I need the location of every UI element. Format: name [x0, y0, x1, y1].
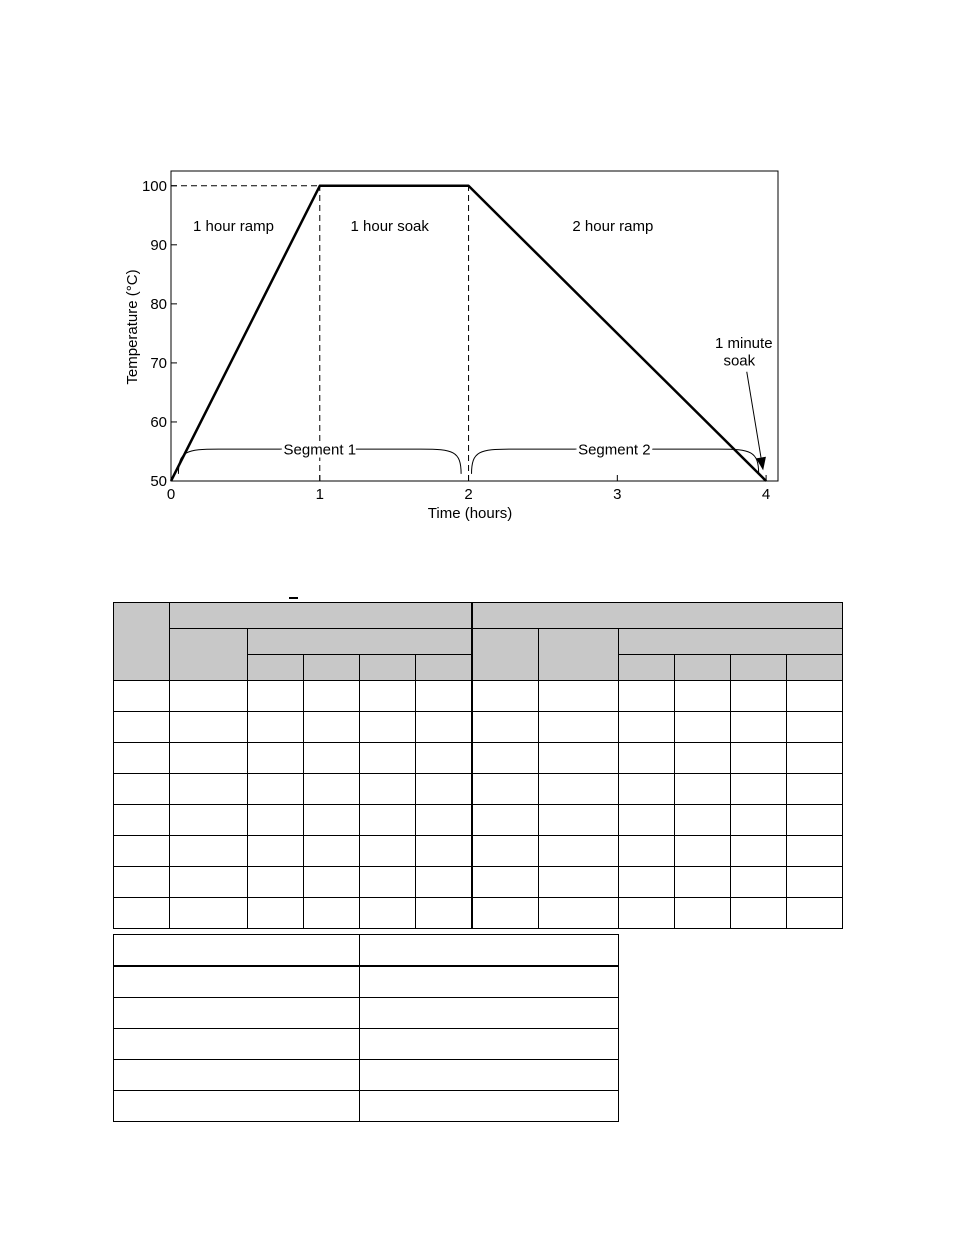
table-row — [114, 1029, 619, 1060]
temperature-profile-chart — [100, 150, 800, 540]
summary-table — [113, 934, 619, 1122]
table-cell — [248, 774, 304, 805]
table-cell — [114, 935, 360, 967]
table-row — [114, 1091, 619, 1122]
table-row — [114, 774, 843, 805]
table-cell — [114, 898, 170, 929]
table-header-cell — [675, 655, 731, 681]
table-cell — [114, 1091, 360, 1122]
table-cell — [360, 743, 416, 774]
table-cell — [304, 712, 360, 743]
table-row — [114, 805, 843, 836]
table-cell — [304, 805, 360, 836]
table-cell — [416, 681, 472, 712]
table-cell — [304, 867, 360, 898]
table-cell — [472, 774, 539, 805]
table-cell — [675, 774, 731, 805]
table-cell — [675, 867, 731, 898]
table-cell — [114, 681, 170, 712]
table-cell — [170, 867, 248, 898]
annotation-label: 1 hour soak — [350, 218, 429, 236]
table-cell — [787, 867, 843, 898]
table-cell — [304, 774, 360, 805]
table-cell — [472, 681, 539, 712]
table-cell — [675, 712, 731, 743]
y-tick-label: 50 — [150, 473, 167, 490]
table-cell — [170, 898, 248, 929]
table-cell — [472, 712, 539, 743]
table-header-cell — [248, 655, 304, 681]
y-tick-label: 60 — [150, 413, 167, 431]
table-cell — [114, 774, 170, 805]
table-cell — [731, 836, 787, 867]
table-cell — [360, 998, 619, 1029]
schedule-table-body — [114, 681, 843, 929]
table-cell — [787, 774, 843, 805]
table-cell — [472, 743, 539, 774]
chart-annotations — [193, 218, 773, 458]
table-cell — [675, 681, 731, 712]
table-cell — [248, 867, 304, 898]
stray-mark — [289, 597, 298, 599]
table-cell — [619, 836, 675, 867]
table-cell — [360, 774, 416, 805]
x-tick-label: 0 — [166, 486, 176, 503]
table-cell — [248, 836, 304, 867]
annotation-label: 1 minute — [715, 335, 773, 353]
table-header-cell — [416, 655, 472, 681]
table-cell — [731, 743, 787, 774]
table-cell — [675, 836, 731, 867]
table-row — [114, 743, 843, 774]
table-cell — [619, 774, 675, 805]
annotation-label: soak — [723, 352, 756, 370]
schedule-table — [113, 602, 843, 929]
table-row — [114, 966, 619, 998]
soak-arrow-line — [747, 372, 761, 458]
table-header-cell — [619, 629, 843, 655]
table-cell — [675, 805, 731, 836]
table-cell — [619, 867, 675, 898]
table-cell — [416, 867, 472, 898]
table-cell — [619, 681, 675, 712]
table-cell — [539, 836, 619, 867]
table-cell — [472, 836, 539, 867]
table-header-cell — [114, 603, 170, 681]
table-cell — [114, 1060, 360, 1091]
table-header-cell — [170, 629, 248, 681]
table-cell — [416, 743, 472, 774]
table-cell — [360, 1029, 619, 1060]
table-cell — [539, 774, 619, 805]
table-cell — [416, 898, 472, 929]
table-cell — [787, 712, 843, 743]
table-cell — [787, 898, 843, 929]
table-cell — [114, 712, 170, 743]
table-cell — [539, 805, 619, 836]
table-cell — [170, 774, 248, 805]
y-axis-ticks — [142, 178, 177, 490]
table-cell — [360, 805, 416, 836]
table-cell — [360, 1091, 619, 1122]
x-tick-label: 2 — [464, 486, 473, 503]
table-cell — [619, 712, 675, 743]
table-cell — [787, 836, 843, 867]
table-header-cell — [731, 655, 787, 681]
table-cell — [539, 681, 619, 712]
table-cell — [170, 805, 248, 836]
table-row — [114, 836, 843, 867]
table-header-cell — [787, 655, 843, 681]
table-row — [114, 898, 843, 929]
table-cell — [360, 966, 619, 998]
y-tick-label: 90 — [150, 236, 167, 254]
table-cell — [472, 867, 539, 898]
table-row — [114, 1060, 619, 1091]
annotation-label: 1 hour ramp — [193, 218, 274, 236]
table-cell — [304, 743, 360, 774]
table-cell — [304, 898, 360, 929]
table-cell — [731, 774, 787, 805]
table-cell — [170, 681, 248, 712]
annotation-label: 2 hour ramp — [572, 218, 654, 236]
table-row — [114, 998, 619, 1029]
table-cell — [675, 898, 731, 929]
table-cell — [248, 712, 304, 743]
table-header-cell — [619, 655, 675, 681]
table-cell — [619, 805, 675, 836]
table-cell — [360, 1060, 619, 1091]
table-cell — [114, 805, 170, 836]
table-cell — [731, 898, 787, 929]
x-axis-title: Time (hours) — [427, 505, 513, 522]
table-row — [114, 935, 619, 967]
table-cell — [675, 743, 731, 774]
table-cell — [360, 867, 416, 898]
table-cell — [731, 712, 787, 743]
table-cell — [248, 681, 304, 712]
table-cell — [360, 836, 416, 867]
table-cell — [114, 867, 170, 898]
table-cell — [114, 966, 360, 998]
table-header-cell — [248, 629, 472, 655]
table-cell — [787, 805, 843, 836]
table-cell — [539, 743, 619, 774]
table-cell — [360, 898, 416, 929]
table-cell — [619, 898, 675, 929]
table-header-cell — [539, 629, 619, 681]
table-cell — [416, 712, 472, 743]
x-tick-label: 4 — [761, 486, 771, 503]
table-cell — [539, 898, 619, 929]
table-cell — [360, 935, 619, 967]
table-header-cell — [472, 629, 539, 681]
y-axis-title: Temperature (°C) — [124, 269, 141, 385]
table-header-cell — [170, 603, 472, 629]
table-cell — [248, 743, 304, 774]
x-tick-label: 3 — [613, 486, 622, 503]
table-cell — [170, 836, 248, 867]
table-cell — [114, 1029, 360, 1060]
table-cell — [114, 998, 360, 1029]
y-tick-label: 80 — [150, 295, 167, 313]
table-cell — [539, 712, 619, 743]
table-cell — [731, 867, 787, 898]
table-cell — [787, 743, 843, 774]
x-tick-label: 1 — [315, 486, 324, 503]
table-cell — [114, 836, 170, 867]
table-cell — [304, 681, 360, 712]
table-cell — [472, 805, 539, 836]
table-header-cell — [360, 655, 416, 681]
annotation-label: Segment 2 — [578, 441, 651, 459]
table-cell — [248, 805, 304, 836]
annotation-label: Segment 1 — [283, 441, 357, 459]
table-cell — [360, 712, 416, 743]
table-cell — [416, 774, 472, 805]
table-cell — [360, 681, 416, 712]
table-cell — [619, 743, 675, 774]
table-cell — [114, 743, 170, 774]
table-row — [114, 681, 843, 712]
table-cell — [170, 712, 248, 743]
table-row — [114, 712, 843, 743]
table-cell — [731, 681, 787, 712]
table-row — [114, 867, 843, 898]
table-cell — [170, 743, 248, 774]
table-cell — [248, 898, 304, 929]
table-cell — [472, 898, 539, 929]
table-cell — [539, 867, 619, 898]
table-cell — [787, 681, 843, 712]
table-header-cell — [472, 603, 843, 629]
table-header-cell — [304, 655, 360, 681]
summary-table-body — [114, 935, 619, 1122]
table-cell — [304, 836, 360, 867]
table-cell — [731, 805, 787, 836]
x-axis-ticks — [167, 475, 770, 503]
table-cell — [416, 836, 472, 867]
y-tick-label: 100 — [141, 177, 167, 195]
table-cell — [416, 805, 472, 836]
y-tick-label: 70 — [150, 354, 167, 372]
